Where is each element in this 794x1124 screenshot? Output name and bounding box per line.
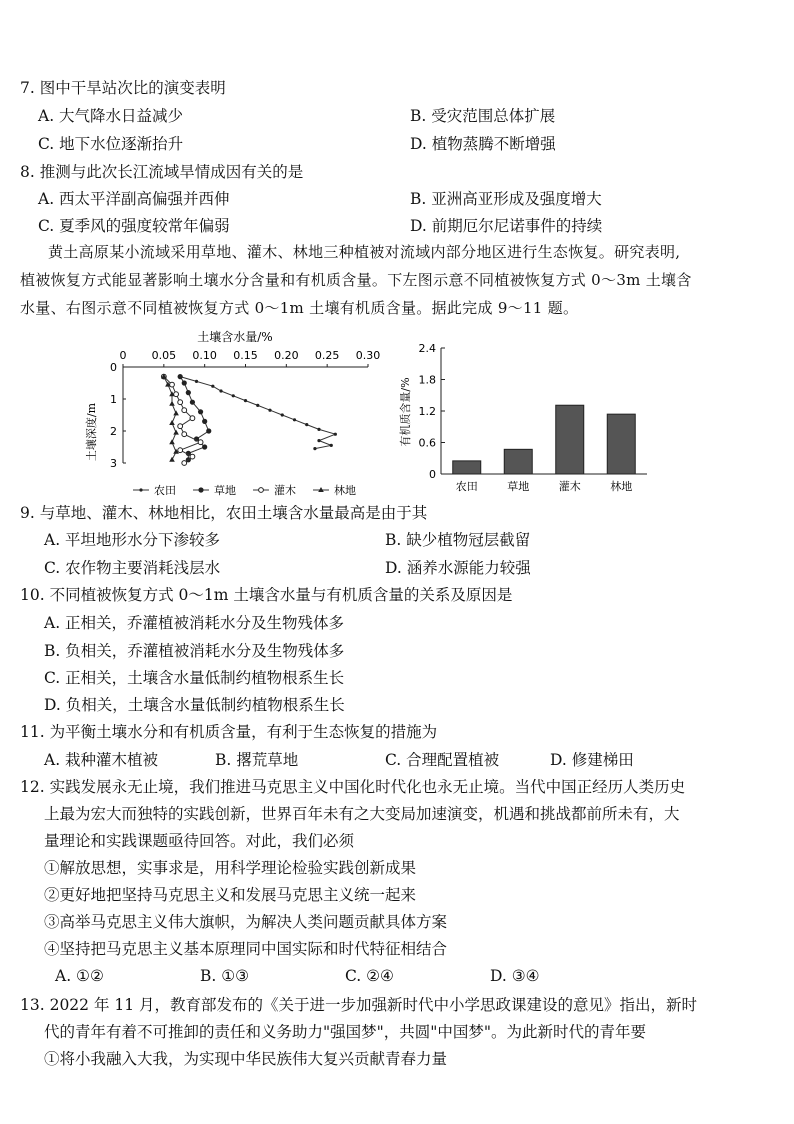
chart-left-point	[178, 374, 183, 379]
passage-line-3: 水量、右图示意不同植被恢复方式 0～1m 土壤有机质含量。据此完成 9～11 题。	[20, 299, 579, 317]
chart-left-point	[178, 400, 183, 405]
q12-option-d: D. ③④	[490, 967, 540, 985]
chart-right-bar	[607, 414, 635, 474]
q7-option-b: B. 受灾范围总体扩展	[410, 107, 556, 125]
q7-stem: 7. 图中干旱站次比的演变表明	[20, 79, 226, 97]
chart-left-x-tick-label: 0.20	[274, 349, 299, 362]
chart-left-legend-label: 灌木	[274, 484, 296, 497]
q13-line-2: 代的青年有着不可推卸的责任和义务助力"强国梦"，共圆"中国梦"。为此新时代的青年要	[44, 1023, 647, 1041]
chart-left-point	[202, 419, 207, 424]
chart-left-x-tick-label: 0	[119, 349, 127, 362]
q10-option-c: C. 正相关，土壤含水量低制约植物根系生长	[44, 669, 345, 687]
chart-right-bar	[453, 461, 481, 474]
passage	[20, 238, 780, 322]
chart-left-y-tick-label: 2	[110, 425, 117, 438]
chart-left-point	[317, 428, 320, 431]
q11-option-d: D. 修建梯田	[550, 751, 634, 769]
q9-option-d: D. 涵养水源能力较强	[385, 559, 531, 577]
q12-item-2: ②更好地把坚持马克思主义和发展马克思主义统一起来	[44, 886, 417, 904]
q10-option-a: A. 正相关，乔灌植被消耗水分及生物残体多	[44, 614, 345, 632]
chart-left-x-tick-label: 0.10	[192, 349, 217, 362]
chart-right-y-tick-label: 1.8	[418, 373, 436, 387]
chart-left-point	[169, 401, 175, 406]
chart-left-point	[169, 457, 175, 462]
q8-option-c: C. 夏季风的强度较常年偏弱	[38, 217, 230, 235]
chart-left-point	[317, 439, 320, 442]
q11-option-a: A. 栽种灌木植被	[44, 751, 159, 769]
soil-water-chart	[75, 327, 381, 502]
passage-line-2: 植被恢复方式能显著影响土壤水分含量和有机质含量。下左图示意不同植被恢复方式 0～3m 土壤含	[20, 271, 692, 289]
q12-item-3: ③高举马克思主义伟大旗帜，为解决人类问题贡献具体方案	[44, 913, 448, 931]
chart-right-y-tick-label: 2.4	[418, 342, 436, 355]
chart-left-title: 土壤含水量/%	[197, 330, 273, 344]
q12-item-1: ①解放思想，实事求是，用科学理论检验实践创新成果	[44, 859, 417, 877]
chart-left-point	[232, 394, 235, 397]
q8-option-b: B. 亚洲高亚形成及强度增大	[410, 190, 602, 208]
q10-option-d: D. 负相关，土壤含水量低制约植物根系生长	[44, 696, 345, 714]
chart-left-point	[313, 447, 316, 450]
chart-left-point	[182, 461, 187, 466]
q11-stem: 11. 为平衡土壤水分和有机质含量，有利于生态恢复的措施为	[20, 723, 438, 741]
chart-right-category-label: 灌木	[558, 480, 581, 493]
q10-stem: 10. 不同植被恢复方式 0～1m 土壤含水量与有机质含量的关系及原因是	[20, 586, 513, 604]
q9-option-a: A. 平坦地形水分下渗较多	[44, 531, 221, 549]
chart-left-legend-label: 农田	[154, 484, 176, 497]
chart-left-point	[173, 430, 179, 435]
chart-left-point	[293, 418, 296, 421]
q12-line-1: 12. 实践发展永无止境，我们推进马克思主义中国化时代化也永无止境。当代中国正经历人类历史	[20, 778, 686, 796]
chart-left-point	[195, 380, 198, 383]
chart-left-point	[190, 454, 195, 459]
chart-left-point	[182, 408, 187, 413]
chart-left-point	[169, 439, 175, 444]
chart-left-legend-label: 林地	[334, 484, 356, 497]
chart-left-point	[211, 385, 214, 388]
q12-option-a: A. ①②	[55, 967, 104, 985]
chart-right-y-tick-label: 0.6	[418, 436, 436, 450]
passage-line-1: 黄土高原某小流域采用草地、灌木、林地三种植被对流域内部分地区进行生态恢复。研究表明,	[48, 243, 681, 261]
chart-left-point	[182, 380, 187, 385]
chart-left-y-tick-label: 3	[110, 457, 117, 470]
chart-left-point	[169, 420, 175, 425]
chart-left-point	[244, 399, 247, 402]
chart-left-point	[256, 404, 259, 407]
q9-option-b: B. 缺少植物冠层截留	[385, 531, 531, 549]
chart-right-category-label: 草地	[507, 480, 530, 493]
chart-right-category-label: 农田	[455, 480, 478, 493]
chart-left-point	[178, 424, 183, 429]
q12-item-4: ④坚持把马克思主义基本原理同中国实际和时代特征相结合	[44, 940, 448, 958]
chart-left-x-tick-label: 0.25	[314, 349, 340, 362]
chart-left-point	[330, 444, 333, 447]
q12-line-2: 上最为宏大而独特的实践创新，世界百年未有之大变局加速演变，机遇和挑战都前所未有，大	[44, 805, 680, 823]
q11-option-c: C. 合理配置植被	[385, 751, 500, 769]
q12-line-3: 量理论和实践课题亟待回答。对此，我们必须	[44, 832, 355, 850]
chart-left-point	[190, 416, 195, 421]
q9-option-c: C. 农作物主要消耗浅层水	[44, 559, 221, 577]
chart-left-point	[198, 440, 203, 445]
q12-option-b: B. ①③	[200, 967, 250, 985]
organic-matter-chart	[395, 340, 655, 495]
chart-left-series-line	[180, 377, 335, 449]
chart-left-point	[198, 487, 203, 492]
chart-left-point	[182, 432, 187, 437]
chart-right-y-tick-label: 0	[429, 468, 436, 481]
chart-left-point	[268, 409, 271, 412]
chart-left-point	[186, 390, 191, 395]
chart-left-legend-label: 草地	[214, 484, 236, 497]
chart-left-y-tick-label: 1	[110, 393, 117, 406]
chart-left-point	[281, 413, 284, 416]
chart-left-point	[219, 389, 222, 392]
q13-line-1: 13. 2022 年 11 月，教育部发布的《关于进一步加强新时代中小学思政课建设的意见》指出，新时	[20, 996, 698, 1014]
chart-left-point	[334, 433, 337, 436]
chart-left-point	[259, 488, 264, 493]
q7-option-a: A. 大气降水日益减少	[38, 107, 184, 125]
q8-option-a: A. 西太平洋副高偏强并西伸	[38, 190, 230, 208]
q9-stem: 9. 与草地、灌木、林地相比，农田土壤含水量最高是由于其	[20, 504, 428, 522]
chart-right-bar	[556, 405, 584, 474]
chart-left-x-tick-label: 0.05	[151, 349, 177, 362]
q11-option-b: B. 撂荒草地	[215, 751, 299, 769]
q7-option-c: C. 地下水位逐渐抬升	[38, 135, 184, 153]
q10-option-b: B. 负相关，乔灌植被消耗水分及生物残体多	[44, 642, 345, 660]
chart-left-x-tick-label: 0.30	[355, 349, 381, 362]
chart-left-point	[190, 400, 195, 405]
chart-right-bar	[504, 449, 532, 474]
chart-left-point	[173, 410, 179, 415]
chart-left-point	[178, 448, 183, 453]
chart-left-point	[202, 444, 207, 449]
q8-stem: 8. 推测与此次长江流域旱情成因有关的是	[20, 163, 304, 181]
chart-left-ylabel: 土壤深度/m	[85, 402, 98, 462]
chart-left-x-tick-label: 0.15	[233, 349, 258, 362]
chart-right-category-label: 林地	[610, 480, 633, 493]
chart-right-y-tick-label: 1.2	[418, 405, 436, 418]
chart-left-y-tick-label: 0	[110, 361, 117, 374]
chart-left-point	[305, 423, 308, 426]
q12-option-c: C. ②④	[345, 967, 394, 985]
q8-option-d: D. 前期厄尔尼诺事件的持续	[410, 217, 603, 235]
chart-right-ylabel: 有机质含量/%	[399, 377, 412, 447]
q13-item-1: ①将小我融入大我，为实现中华民族伟大复兴贡献青春力量	[44, 1050, 448, 1068]
chart-left-point	[206, 428, 211, 433]
chart-left-point	[198, 409, 203, 414]
chart-left-point	[139, 488, 142, 491]
q7-option-d: D. 植物蒸腾不断增强	[410, 135, 556, 153]
